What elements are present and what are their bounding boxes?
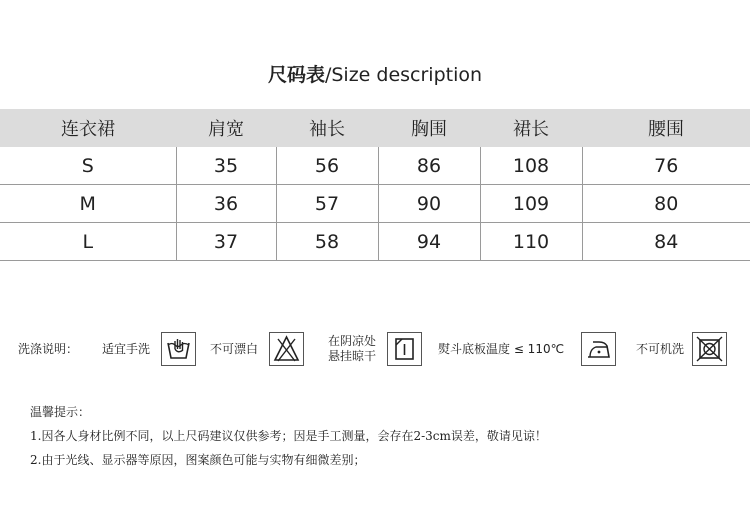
care-heading: 洗涤说明：	[18, 342, 79, 356]
line-dry-shade-icon	[387, 332, 422, 366]
care-instructions	[0, 330, 750, 370]
header-cell: 腰围	[582, 109, 750, 147]
table-cell: 76	[582, 147, 750, 185]
hand-wash-icon	[161, 332, 196, 366]
table-cell: 94	[378, 223, 480, 261]
table-row	[0, 185, 750, 223]
table-cell: 58	[276, 223, 378, 261]
header-cell: 肩宽	[176, 109, 276, 147]
tips-heading: 温馨提示：	[30, 405, 91, 419]
tips-line: 2.由于光线、显示器等原因，图案颜色可能与实物有细微差别；	[30, 453, 366, 467]
table-cell: 57	[276, 185, 378, 223]
table-cell: S	[81, 154, 94, 177]
table-cell: L	[0, 223, 176, 261]
table-cell: 109	[480, 185, 582, 223]
title-en: Size description	[331, 64, 483, 86]
table-cell: M	[0, 185, 176, 223]
table-cell: 56	[276, 147, 378, 185]
table-cell: 110	[480, 223, 582, 261]
table-cell: 86	[378, 147, 480, 185]
tips-line: 1.因各人身材比例不同，以上尺码建议仅供参考；因是手工测量，会存在2-3cm误差，敬请见谅！	[30, 429, 547, 443]
care-label-iron: 熨斗底板温度 ≤ 110℃	[438, 342, 565, 356]
table-row	[0, 223, 750, 261]
title-separator: /	[324, 64, 332, 86]
care-label-no-bleach: 不可漂白	[210, 342, 259, 356]
table-cell: 80	[582, 185, 750, 223]
header-cell: 连衣裙	[0, 109, 176, 147]
tips-section	[30, 400, 547, 472]
title-cn: 尺码表	[267, 64, 325, 86]
table-row	[0, 147, 750, 185]
table-cell: 37	[176, 223, 276, 261]
care-label-no-machine-wash: 不可机洗	[636, 342, 685, 356]
size-table	[0, 109, 750, 261]
care-label-hand-wash: 适宜手洗	[102, 342, 151, 356]
table-header-row	[0, 109, 750, 147]
table-cell: 84	[582, 223, 750, 261]
no-bleach-icon	[269, 332, 304, 366]
header-cell: 裙长	[480, 109, 582, 147]
page-title	[0, 60, 750, 87]
table-cell: 90	[378, 185, 480, 223]
table-cell: 108	[480, 147, 582, 185]
care-label-line-dry-2: 悬挂晾干	[328, 349, 377, 363]
header-cell: 胸围	[378, 109, 480, 147]
table-cell: 35	[176, 147, 276, 185]
iron-low-icon	[581, 332, 616, 366]
care-label-line-dry-1: 在阴凉处	[328, 334, 377, 348]
table-cell: 36	[176, 185, 276, 223]
header-cell: 袖长	[276, 109, 378, 147]
no-machine-wash-icon	[692, 332, 727, 366]
